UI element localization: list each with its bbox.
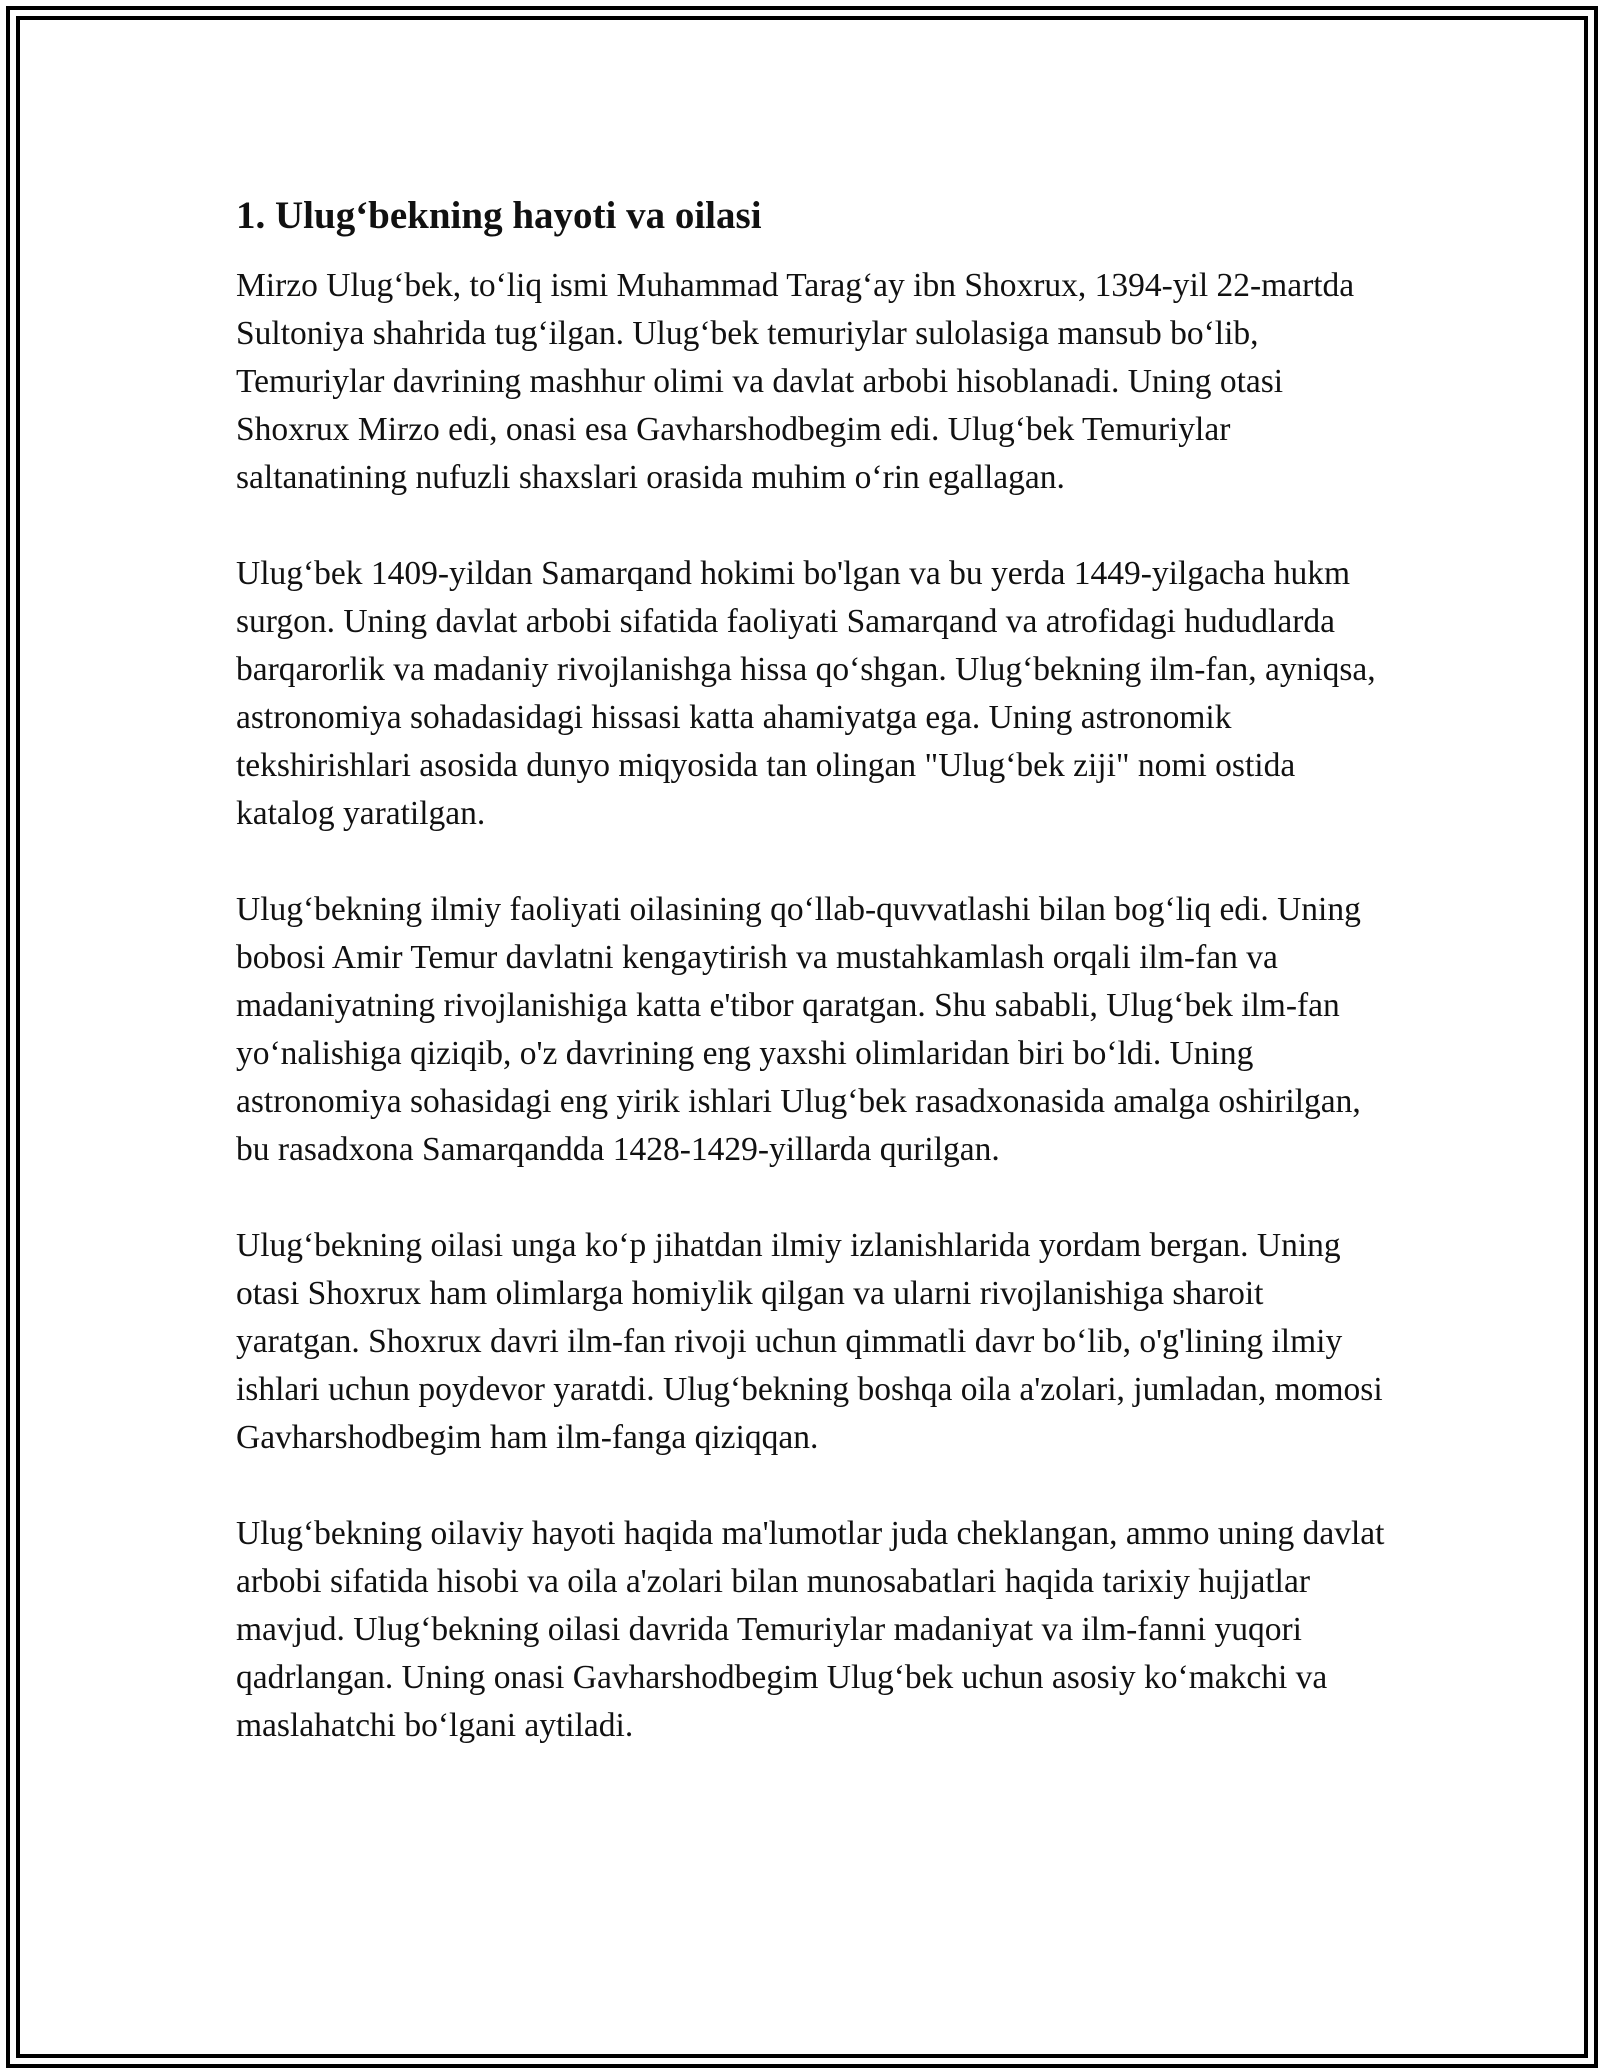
paragraph-5: Ulug‘bekning oilaviy hayoti haqida ma'lumotlar juda cheklangan, ammo uning davlat arbobi sifatida hisobi va oila a'zolari bilan munosabatlari haqida tarixiy hujjatlar mavjud. Ulug‘bekning oilasi davrida Temuriylar madaniyat va ilm-fanni yuqori qadrlangan. Uning onasi Gavharshodbegim Ulug‘bek uchun asosiy ko‘makchi va maslahatchi bo‘lgani aytiladi. <box>236 1515 1385 1744</box>
paragraph-3: Ulug‘bekning ilmiy faoliyati oilasining qo‘llab-quvvatlashi bilan bog‘liq edi. Uning bobosi Amir Temur davlatni kengaytirish va mustahkamlash orqali ilm-fan va madaniyatning rivojlanishiga katta e'tibor qaratgan. Shu sababli, Ulug‘bek ilm-fan yo‘nalishiga qiziqib, o'z davrining eng yaxshi olimlaridan biri bo‘ldi. Uning astronomiya sohasidagi eng yirik ishlari Ulug‘bek rasadxonasida amalga oshirilgan, bu rasadxona Samarqandda 1428-1429-yillarda qurilgan. <box>236 891 1361 1168</box>
page-title: 1. Ulug‘bekning hayoti va oilasi <box>236 194 762 237</box>
document-body <box>236 180 1386 1798</box>
paragraph-1: Mirzo Ulug‘bek, to‘liq ismi Muhammad Tarag‘ay ibn Shoxrux, 1394-yil 22-martda Sultoniya shahrida tug‘ilgan. Ulug‘bek temuriylar sulolasiga mansub bo‘lib, Temuriylar davrining mashhur olimi va davlat arbobi hisoblanadi. Uning otasi Shoxrux Mirzo edi, onasi esa Gavharshodbegim edi. Ulug‘bek Temuriylar saltanatining nufuzli shaxslari orasida muhim o‘rin egallagan. <box>236 267 1355 496</box>
paragraph-2: Ulug‘bek 1409-yildan Samarqand hokimi bo'lgan va bu yerda 1449-yilgacha hukm surgon. Uning davlat arbobi sifatida faoliyati Samarqand va atrofidagi hududlarda barqarorlik va madaniy rivojlanishga hissa qo‘shgan. Ulug‘bekning ilm-fan, ayniqsa, astronomiya sohadasidagi hissasi katta ahamiyatga ega. Uning astronomik tekshirishlari asosida dunyo miqyosida tan olingan "Ulug‘bek ziji" nomi ostida katalog yaratilgan. <box>236 555 1376 832</box>
paragraph-4: Ulug‘bekning oilasi unga ko‘p jihatdan ilmiy izlanishlarida yordam bergan. Uning otasi Shoxrux ham olimlarga homiylik qilgan va ularni rivojlanishiga sharoit yaratgan. Shoxrux davri ilm-fan rivoji uchun qimmatli davr bo‘lib, o'g'lining ilmiy ishlari uchun poydevor yaratdi. Ulug‘bekning boshqa oila a'zolari, jumladan, momosi Gavharshodbegim ham ilm-fanga qiziqqan. <box>236 1227 1383 1456</box>
